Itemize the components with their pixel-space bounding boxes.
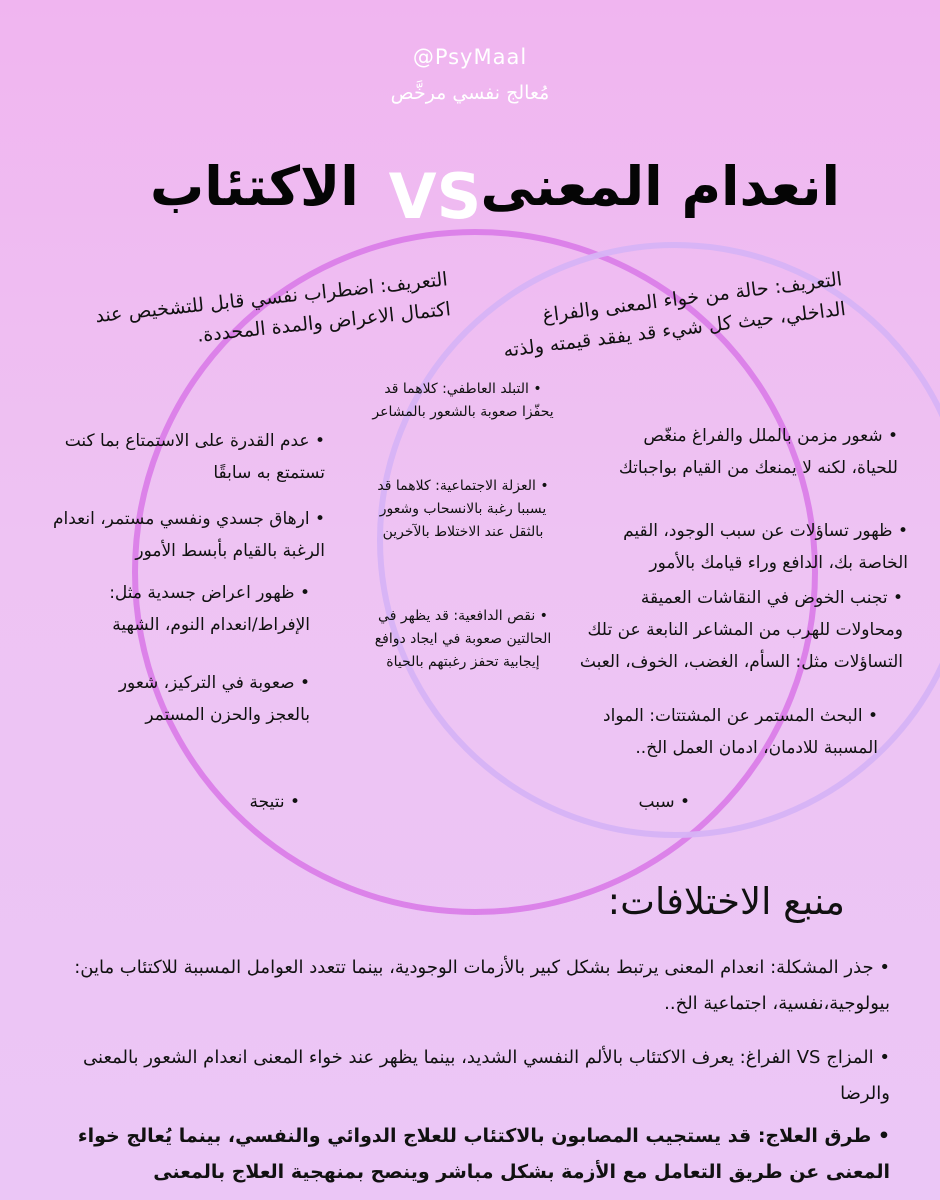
meaning-item-5: • سبب (638, 792, 690, 812)
difference-item-2: • المزاج VS الفراغ: يعرف الاكتئاب بالألم النفسي الشديد، بينما يظهر عند خواء المعنى انعدام الشعور بالمعنى والرضا (83, 1047, 890, 1104)
depression-item-3: • ظهور اعراض جسدية مثل: الإفراط/انعدام النوم، الشهية (109, 583, 310, 635)
meaning-item-3: • تجنب الخوض في النقاشات العميقة ومحاولات للهرب من المشاعر النابعة عن تلك التساؤلات مثل: السأم، الغضب، الخوف، العبث (579, 588, 903, 672)
meaning-item-2: • ظهور تساؤلات عن سبب الوجود، القيم الخاصة بك، الدافع وراء قيامك بالأمور (623, 521, 908, 573)
vs-label: VS (388, 160, 482, 233)
depression-item-4: • صعوبة في التركيز، شعور بالعجز والحزن المستمر (118, 673, 310, 725)
meaning-item-4: • البحث المستمر عن المشتتات: المواد المسببة للادمان، ادمان العمل الخ.. (603, 706, 878, 758)
difference-item-1: • جذر المشكلة: انعدام المعنى يرتبط بشكل كبير بالأزمات الوجودية، بينما تتعدد العوامل المسببة للاكتئاب ماين: بيولوجية،نفسية، اجتماعية الخ.. (74, 957, 890, 1014)
difference-item-3: • طرق العلاج: قد يستجيب المصابون بالاكتئاب للعلاج الدوائي والنفسي، بينما يُعالج خواء المعنى عن طريق التعامل مع الأزمة بشكل مباشر وينصح بمنهجية العلاج بالمعنى (77, 1125, 890, 1183)
title-meaninglessness: انعدام المعنى (480, 155, 840, 218)
meaning-item-1: • شعور مزمن بالملل والفراغ منغّص للحياة، لكنه لا يمنعك من القيام بواجباتك (618, 426, 898, 478)
overlap-item-3: • نقص الدافعية: قد يظهر في الحالتين صعوبة في ايجاد دوافع إيجابية تحفز رغبتهم بالحياة (374, 608, 552, 670)
depression-definition: التعريف: اضطراب نفسي قابل للتشخيص عند اكتمال الاعراض والمدة المحددة. (94, 268, 452, 347)
author-tagline: مُعالج نفسي مرخَّص (390, 82, 550, 104)
title-depression: الاكتئاب (150, 155, 359, 218)
depression-item-5: • نتيجة (249, 792, 300, 812)
depression-item-2: • ارهاق جسدي ونفسي مستمر، انعدام الرغبة بالقيام بأبسط الأمور (52, 509, 325, 561)
differences-title: منبع الاختلافات: (607, 880, 845, 923)
depression-item-1: • عدم القدرة على الاستمتاع بما كنت تستمتع به سابقًا (64, 431, 325, 483)
author-handle: @PsyMaal (412, 45, 528, 69)
overlap-item-1: • التبلد العاطفي: كلاهما قد يحفّزا صعوبة بالشعور بالمشاعر (372, 381, 554, 420)
meaning-definition: التعريف: حالة من خواء المعنى والفراغ الداخلي، حيث كل شيء قد يفقد قيمته ولذته (502, 268, 847, 362)
overlap-item-2: • العزلة الاجتماعية: كلاهما قد يسببا رغبة بالانسحاب وشعور بالثقل عند الاختلاط بالآخرين (377, 478, 549, 540)
